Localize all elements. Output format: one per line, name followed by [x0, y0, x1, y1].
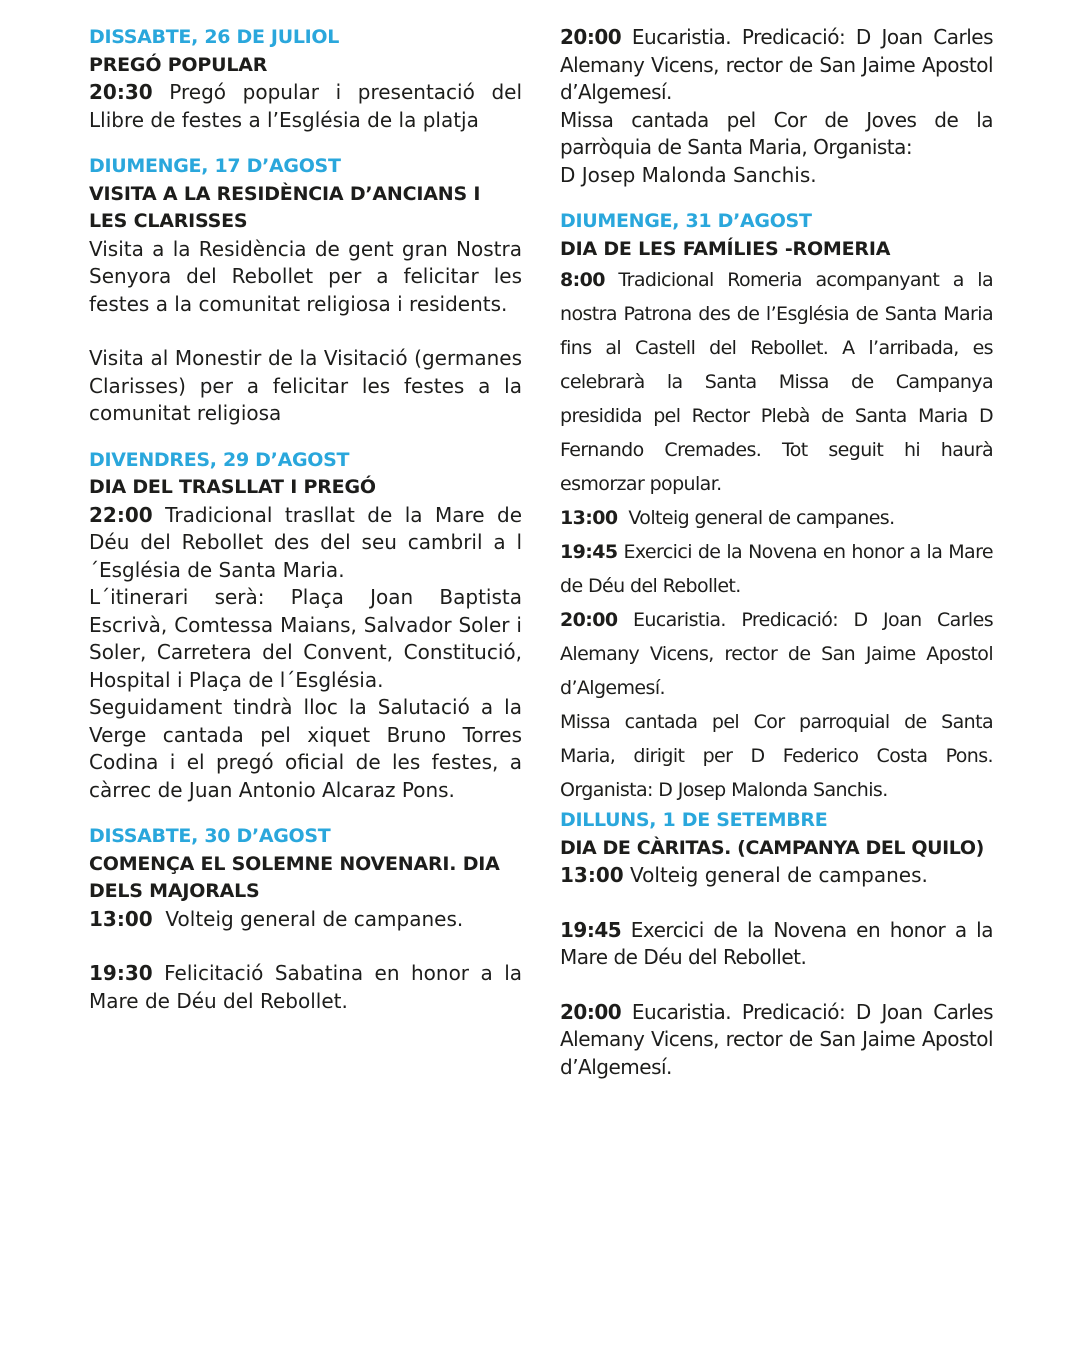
- left-column: [89, 24, 522, 1015]
- day-date: DISSABTE, 26 DE JULIOL: [89, 26, 340, 48]
- itinerary-text: L´itinerari serà: Plaça Joan Baptista Escrivà, Comtessa Maians, Salvador Soler i Soler, Carretera del Convent, Constitució, Hospital i Plaça de l´Església.: [89, 585, 522, 692]
- right-column: [560, 24, 993, 1081]
- paragraph: Seguidament tindrà lloc la Salutació a la Verge cantada pel xiquet Bruno Torres Codina i el pregó oficial de les festes, a càrrec de Juan Antonio Alcaraz Pons.: [89, 695, 522, 802]
- event-item: [89, 502, 522, 585]
- day-title: DIA DE LES FAMÍLIES -ROMERIA: [560, 237, 891, 260]
- event-time: 20:00: [560, 999, 622, 1024]
- day-title: COMENÇA EL SOLEMNE NOVENARI. DIA DELS MAJORALS: [89, 852, 500, 902]
- event-item: [560, 24, 993, 107]
- event-item: [560, 603, 993, 705]
- day-title: DIA DE CÀRITAS. (CAMPANYA DEL QUILO): [560, 836, 984, 859]
- event-text: Eucaristia. Predicació: D Joan Carles Alemany Vicens, rector de San Jaime Apostol d’Algemesí.: [560, 999, 994, 1079]
- event-item: [560, 862, 993, 890]
- event-time: 19:45: [560, 917, 622, 942]
- event-time: 8:00: [560, 269, 605, 291]
- event-item: [560, 535, 993, 603]
- event-text: Eucaristia. Predicació: D Joan Carles Alemany Vicens, rector de San Jaime Apostol d’Algemesí.: [560, 25, 994, 104]
- event-text: Pregó popular i presentació del Llibre de festes a l’Església de la platja: [89, 80, 523, 132]
- event-item: [560, 999, 993, 1082]
- organist-text: D Josep Malonda Sanchis.: [560, 162, 817, 187]
- event-text: Eucaristia. Predicació: D Joan Carles Alemany Vicens, rector de San Jaime Apostol d’Algemesí.: [560, 609, 993, 699]
- paragraph: Visita al Monestir de la Visitació (germanes Clarisses) per a felicitar les festes a la comunitat religiosa: [89, 346, 522, 425]
- choir-text: Missa cantada pel Cor parroquial de Santa Maria, dirigit per D Federico Costa Pons. Organista: D Josep Malonda Sanchis.: [560, 711, 993, 801]
- event-text: Felicitació Sabatina en honor a la Mare de Déu del Rebollet.: [89, 961, 523, 1013]
- day-date: DISSABTE, 30 D’AGOST: [89, 825, 331, 847]
- event-text: Tradicional trasllat de la Mare de Déu del Rebollet des del seu cambril a l´Església de Santa Maria.: [89, 502, 523, 582]
- event-text: Volteig general de campanes.: [165, 906, 464, 931]
- choir-text: Missa cantada pel Cor de Joves de la parròquia de Santa Maria, Organista:: [560, 107, 993, 159]
- event-text: Exercici de la Novena en honor a la Mare de Déu del Rebollet.: [560, 541, 993, 597]
- event-time: 13:00: [560, 507, 618, 529]
- day-date: DIUMENGE, 31 D’AGOST: [560, 210, 812, 232]
- event-item: [89, 906, 522, 934]
- day-title: DIA DEL TRASLLAT I PREGÓ: [89, 476, 376, 498]
- event-item: [89, 960, 522, 1015]
- event-time: 20:00: [560, 25, 622, 49]
- event-text: Exercici de la Novena en honor a la Mare de Déu del Rebollet.: [560, 917, 993, 969]
- event-item: [560, 263, 993, 501]
- event-time: 20:00: [560, 609, 618, 631]
- event-item: [560, 917, 993, 972]
- event-item: [560, 501, 993, 535]
- event-time: 20:30: [89, 80, 153, 104]
- event-text: Volteig general de campanes.: [628, 507, 895, 529]
- event-time: 13:00: [560, 863, 624, 887]
- day-date: DILLUNS, 1 DE SETEMBRE: [560, 809, 828, 831]
- event-item: [89, 79, 522, 134]
- event-text: Tradicional Romeria acompanyant a la nostra Patrona des de l’Església de Santa Maria fins al Castell del Rebollet. A l’arribada, es celebrarà la Santa Missa de Campanya presidida pel Rector Plebà de Santa Maria D Fernando Cremades. Tot seguit hi haurà esmorzar popular.: [560, 269, 993, 495]
- event-time: 13:00: [89, 906, 153, 931]
- day-title: PREGÓ POPULAR: [89, 53, 268, 76]
- day-date: DIVENDRES, 29 D’AGOST: [89, 448, 350, 471]
- day-title: VISITA A LA RESIDÈNCIA D’ANCIANS I LES CLARISSES: [89, 182, 481, 232]
- day-date: DIUMENGE, 17 D’AGOST: [89, 155, 341, 177]
- event-time: 22:00: [89, 502, 153, 527]
- event-time: 19:30: [89, 961, 153, 985]
- event-text: Volteig general de campanes.: [630, 863, 928, 887]
- paragraph: Visita a la Residència de gent gran Nostra Senyora del Rebollet per a felicitar les festes a la comunitat religiosa i residents.: [89, 236, 522, 316]
- event-time: 19:45: [560, 541, 618, 563]
